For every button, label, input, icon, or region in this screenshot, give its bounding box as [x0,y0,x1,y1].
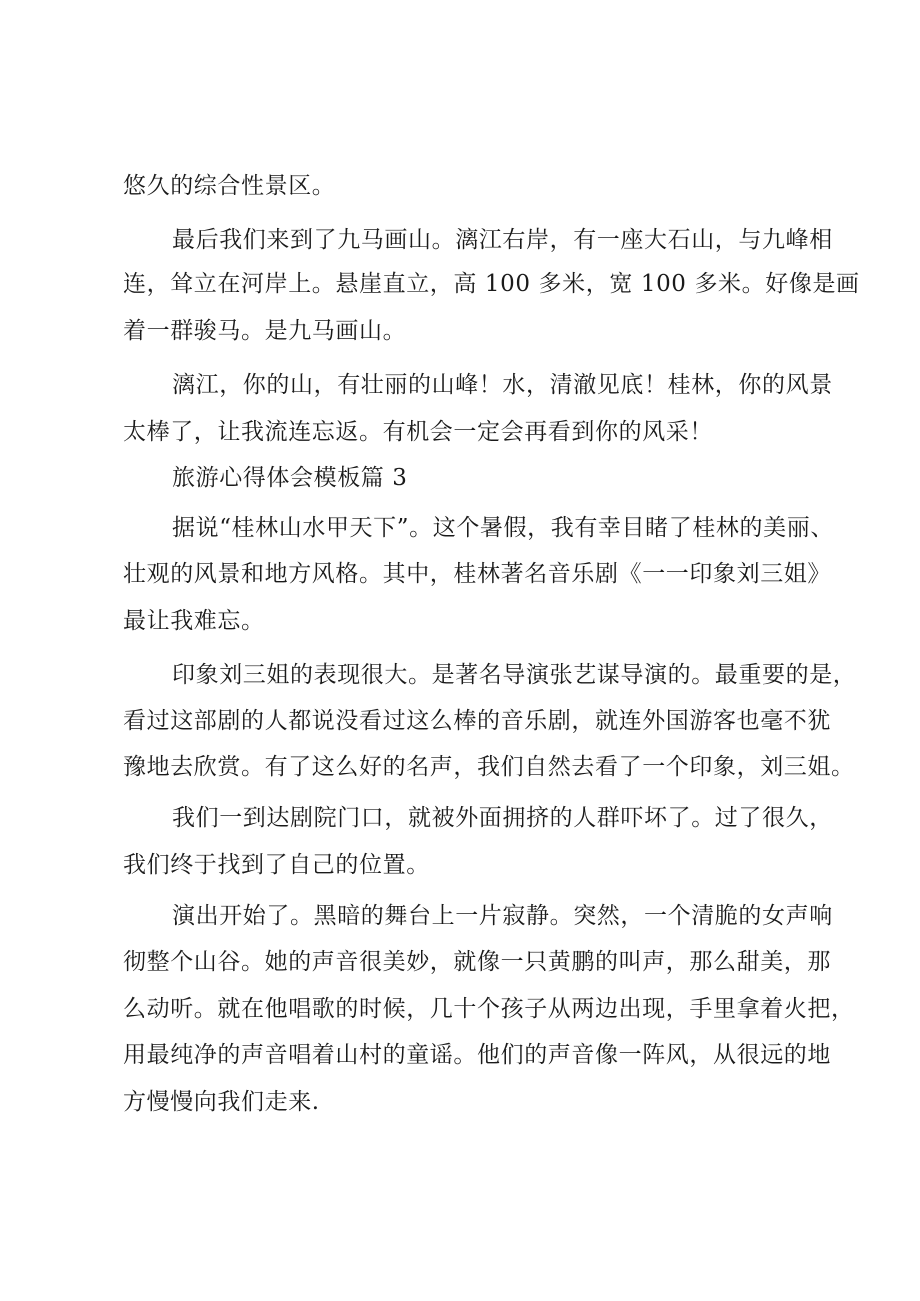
text-line: 悠久的综合性景区。 [123,173,336,199]
text-line: 印象刘三姐的表现很大。是著名导演张艺谋导演的。最重要的是， [172,662,857,688]
text-line: 最让我难忘。 [123,608,265,634]
text-line: 豫地去欣赏。有了这么好的名声，我们自然去看了一个印象，刘三姐。 [123,754,855,780]
section-heading: 旅游心得体会模板篇 3 [172,465,408,491]
text-line: 据说“桂林山水甲天下”。这个暑假，我有幸目睹了桂林的美丽、 [172,515,834,541]
text-line: 方慢慢向我们走来. [123,1089,320,1115]
text-line: 看过这部剧的人都说没看过这么棒的音乐剧，就连外国游客也毫不犹 [123,708,831,734]
text-line: 漓江，你的山，有壮丽的山峰！水，清澈见底！桂林，你的风景 [172,372,833,398]
text-line: 用最纯净的声音唱着山村的童谣。他们的声音像一阵风，从很远的地 [123,1042,831,1068]
text-line: 彻整个山谷。她的声音很美妙，就像一只黄鹏的叫声，那么甜美，那 [123,949,831,975]
text-line: 壮观的风景和地方风格。其中，桂林著名音乐剧《一一印象刘三姐》 [123,561,831,587]
text-line: 着一群骏马。是九马画山。 [123,318,407,344]
text-line: 演出开始了。黑暗的舞台上一片寂静。突然，一个清脆的女声响 [172,903,833,929]
text-line: 最后我们来到了九马画山。漓江右岸，有一座大石山，与九峰相 [172,227,833,253]
text-line: 么动听。就在他唱歌的时候，几十个孩子从两边出现，手里拿着火把， [123,996,855,1022]
text-line: 我们一到达剧院门口，就被外面拥挤的人群吓坏了。过了很久， [172,805,833,831]
text-line: 太棒了，让我流连忘返。有机会一定会再看到你的风采！ [123,419,713,445]
text-line: 我们终于找到了自己的位置。 [123,852,430,878]
text-line: 连，耸立在河岸上。悬崖直立，高 100 多米，宽 100 多米。好像是画 [123,271,860,297]
